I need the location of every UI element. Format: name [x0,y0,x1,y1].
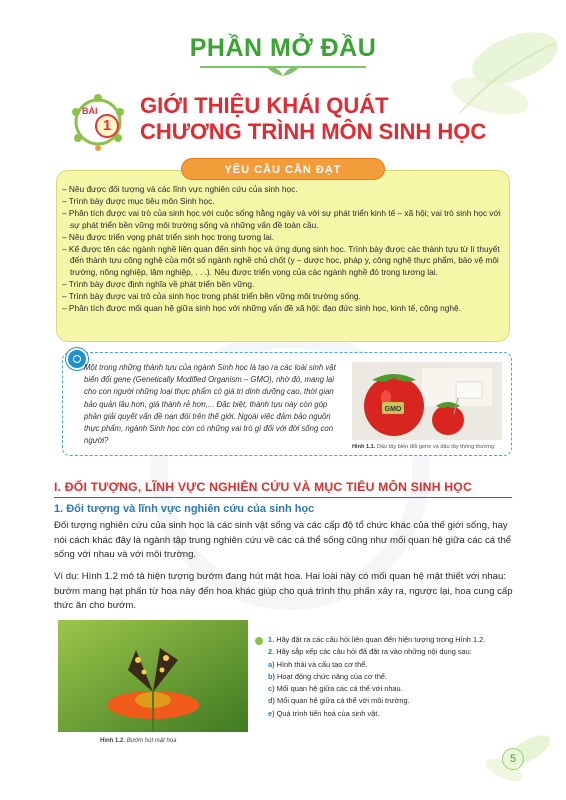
requirement-item: – Nêu được đối tượng và các lĩnh vực nghiên cứu của sinh học. [62,184,298,194]
figure-1-2-text: Bướm hút mật hoa [126,738,177,744]
subsection-title: 1. Đối tượng và lĩnh vực nghiên cứu của sinh học [54,503,315,515]
paragraph-1: Đối tượng nghiên cứu của sinh học là các sinh vật sống và các cấp độ tổ chức khác của thế giới sống, hay nói cách khác đây là ngành tập trung nghiên cứu về các cá thể sống cũng như mối quan hệ giữa các cá thể sống với nhau và với môi trường. [54,520,512,560]
option-label: b) [268,671,275,681]
requirements-heading: YÊU CẦU CẦN ĐẠT [181,158,385,180]
lesson-title-line1: GIỚI THIỆU KHÁI QUÁT [140,93,389,118]
part-title: PHẦN MỞ ĐẦU [189,34,377,62]
paragraph-2: Ví dụ: Hình 1.2 mô tả hiện tượng bướm đang hút mật hoa. Hai loài này có mối quan hệ mật thiết với nhau: bướm mang hạt phấn từ hoa này đến hoa khác giúp cho quá trình thụ phấn xảy ra, ngược lại, hoa cung cấp thức ăn cho bướm. [54,571,513,611]
option-label: e) [268,708,275,718]
question-number: 2. [268,647,275,657]
figure-1-2-caption [100,738,176,744]
figure-1-2-label: Hình 1.2. [100,738,126,744]
question-2 [268,646,528,658]
section-title: I. ĐỐI TƯỢNG, LĨNH VỰC NGHIÊN CỨU VÀ MỤC TIÊU MÔN SINH HỌC [54,480,472,494]
question-number: 1. [268,635,275,644]
gmo-tag-label: GMO [384,406,402,413]
question-1 [268,634,528,646]
questions-block [268,634,528,720]
figure-1-1-caption [352,444,502,450]
question-text: Hãy đặt ra các câu hỏi liên quan đến hiện tượng trong Hình 1.2. [276,635,486,644]
sprout-icon [258,60,308,78]
option-label: c) [268,684,275,694]
requirement-item: – Kể được tên các ngành nghề liên quan đến sinh học và ứng dụng sinh học. Trình bày được các thành tựu từ lí thuyết đến thành tựu công nghệ của một số ngành nghề chủ chốt (y – dược học, pháp y, công nghệ thực phẩm, bảo vệ môi trường, nông nghiệp, lâm nghiệp, . . .). Nêu được triển vọng của các ngành nghề đó trong tương lai. [62,243,500,277]
intro-text: Một trong những thành tựu của ngành Sinh học là tạo ra các loài sinh vật biến đổi gene (Genetically Modified Organism – GMO), nhờ đó, mang lại cho con người những loại thực phẩm có giá trị dinh dưỡng cao, thời gian bảo quản lâu hơn, giá thành rẻ hơn,... Đặc biệt, thành tựu này còn góp phần giải quyết vấn đề nạn đói trên thế giới. Ngoài việc đảm bảo nguồn thực phẩm, ngành Sinh học còn có những vai trò gì đối với đời sống con người? [84,363,336,446]
requirement-item: – Nêu được triển vọng phát triển sinh học trong tương lai. [62,231,275,242]
option-text: Mối quan hệ giữa cá thể với môi trường. [277,696,410,706]
requirement-item: – Trình bày được vai trò của sinh học trong phát triển bền vững môi trường sống. [62,290,361,301]
option-item [268,708,528,720]
requirement-item: – Trình bày được mục tiêu môn Sinh học. [62,196,215,206]
option-item [268,659,528,671]
option-text: Mối quan hệ giữa các cá thể với nhau. [276,684,403,694]
requirement-item: – Phân tích được vai trò của sinh học với cuộc sống hằng ngày và với sự phát triển kinh tế – xã hội; vai trò sinh học với sự phát triển bền vững môi trường sống và những vấn đề toàn cầu. [62,208,501,230]
option-label: d) [268,696,275,706]
option-text: Hình thái và cấu tạo cơ thể. [276,659,368,669]
lesson-title-line2: CHƯƠNG TRÌNH MÔN SINH HỌC [140,119,487,144]
option-item [268,695,528,707]
question-bullet-icon [254,636,264,646]
option-item [268,683,528,695]
butterfly-photo [58,620,248,732]
figure-1-1-label: Hình 1.1. [352,444,376,450]
lesson-number: 1 [95,114,119,138]
section-divider [54,497,512,498]
question-text: Hãy sắp xếp các câu hỏi đã đặt ra vào những nội dung sau: [276,647,472,657]
option-label: a) [268,659,275,669]
strawberry-photo [352,362,502,440]
requirements-list [62,184,506,315]
option-text: Quá trình tiến hoá của sinh vật. [276,708,380,718]
page-number: 5 [502,748,524,770]
requirement-item: – Phân tích được mối quan hệ giữa sinh học với những vấn đề xã hội: đạo đức sinh học, kinh tế, công nghệ. [62,302,461,313]
lesson-title [140,93,540,145]
lesson-label: BÀI [82,106,98,116]
requirement-item: – Trình bày được định nghĩa về phát triển bền vững. [62,278,255,289]
option-item [268,671,528,683]
figure-1-1-text: Dâu tây biến đổi gene và dâu tây thông thường [376,444,495,450]
option-text: Hoạt động chức năng của cơ thể. [277,671,388,681]
